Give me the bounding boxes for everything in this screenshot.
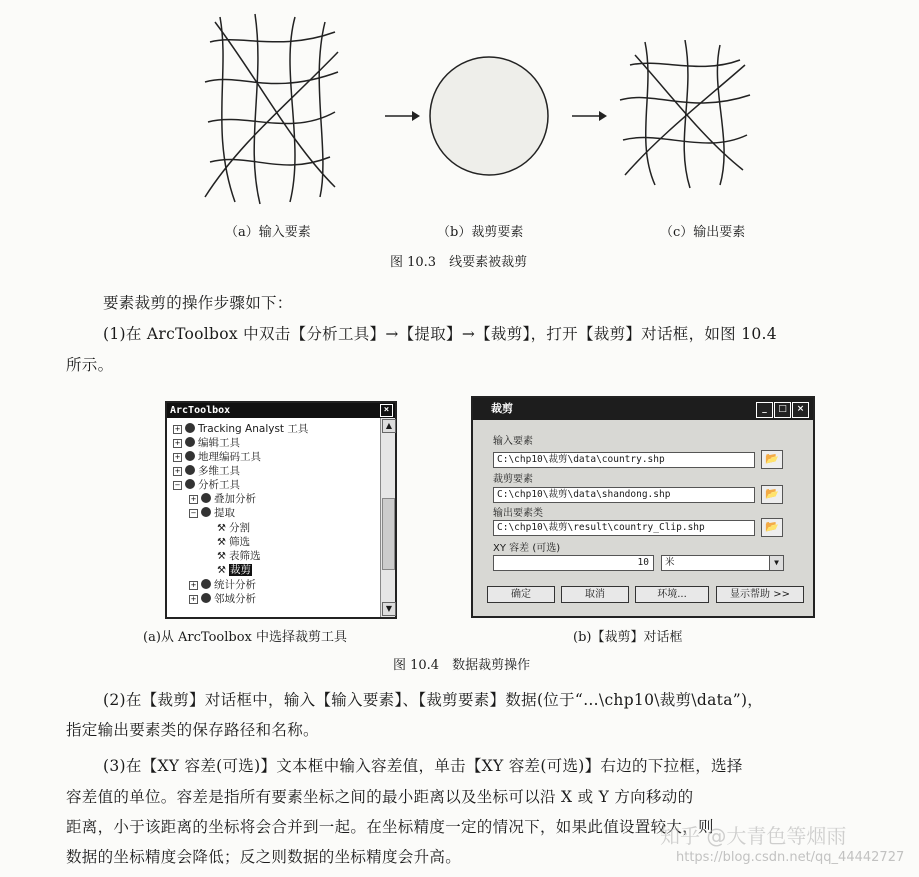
cancel-button[interactable]: 取消	[561, 586, 629, 603]
minimize-icon[interactable]: _	[756, 402, 773, 418]
figure-caption: 图 10.4 数据裁剪操作	[393, 658, 531, 673]
paragraph-step1-cont: 所示。	[66, 356, 114, 374]
output-feature-class-field[interactable]: C:\chp10\裁剪\result\country_Clip.shp	[493, 520, 755, 536]
expand-icon[interactable]: +	[174, 453, 181, 461]
maximize-icon[interactable]: □	[774, 402, 791, 418]
paragraph-step3-cont: 距离，小于该距离的坐标将会合并到一起。在坐标精度一定的情况下，如果此值设置较大，则	[66, 818, 714, 836]
input-features-label: 输入要素	[493, 436, 533, 447]
clip-features-field[interactable]: C:\chp10\裁剪\data\shandong.shp	[493, 487, 755, 503]
toolbox-icon	[185, 465, 195, 475]
unit-select[interactable]: 米 ▼	[661, 555, 784, 571]
clip-dialog	[471, 396, 815, 618]
environments-button[interactable]: 环境...	[635, 586, 709, 603]
collapse-icon[interactable]: −	[190, 509, 197, 517]
tree-item-proximity[interactable]: + 邻域分析	[190, 593, 256, 605]
toolset-icon	[201, 593, 211, 603]
subcaption-b: （b）裁剪要素	[437, 225, 524, 240]
clip-dialog-title: 裁剪	[491, 402, 513, 415]
toolset-icon	[201, 579, 211, 589]
expand-icon[interactable]: +	[174, 439, 181, 447]
show-help-button[interactable]: 显示帮助 >>	[716, 586, 804, 603]
arrow-right-icon	[572, 110, 607, 122]
subcaption-a: （a）输入要素	[225, 225, 311, 240]
folder-open-icon[interactable]: 📂	[761, 450, 783, 469]
input-features-field[interactable]: C:\chp10\裁剪\data\country.shp	[493, 452, 755, 468]
save-folder-icon[interactable]: 📂	[761, 518, 783, 537]
folder-open-icon[interactable]: 📂	[761, 485, 783, 504]
clip-dialog-titlebar	[473, 398, 813, 420]
arctoolbox-window	[165, 401, 397, 619]
tree-item-overlay[interactable]: + 叠加分析	[190, 493, 256, 505]
expand-icon[interactable]: +	[190, 595, 197, 603]
figure-caption: 图 10.3 线要素被裁剪	[390, 255, 528, 270]
toolset-icon	[201, 507, 211, 517]
paragraph-step3-cont: 数据的坐标精度会降低；反之则数据的坐标精度会升高。	[66, 848, 462, 866]
hammer-icon: ⚒	[217, 523, 226, 534]
toolbox-icon	[185, 423, 195, 433]
tree-item-split[interactable]: ⚒ 分割	[217, 522, 250, 534]
tree-item-multidimension[interactable]: + 多维工具	[174, 465, 240, 477]
tree-item-statistics[interactable]: + 统计分析	[190, 579, 256, 591]
tree-item-tracking-analyst[interactable]: + Tracking Analyst 工具	[174, 423, 309, 435]
scroll-up-icon[interactable]: ▲	[382, 419, 396, 433]
paragraph-step3-cont: 容差值的单位。容差是指所有要素坐标之间的最小距离以及坐标可以沿 X 或 Y 方向移动的	[66, 788, 694, 806]
tree-item-clip[interactable]: ⚒ 裁剪	[217, 564, 251, 576]
vertical-scrollbar[interactable]	[380, 418, 395, 617]
scroll-down-icon[interactable]: ▼	[382, 602, 396, 616]
collapse-icon[interactable]: −	[174, 481, 181, 489]
toolbox-icon	[185, 437, 195, 447]
toolset-icon	[201, 493, 211, 503]
paragraph-step1: (1)在 ArcToolbox 中双击【分析工具】→【提取】→【裁剪】，打开【裁剪】对话框，如图 10.4	[103, 325, 777, 343]
expand-icon[interactable]: +	[190, 495, 197, 503]
tree-item-extract[interactable]: − 提取	[190, 507, 235, 519]
toolbox-icon	[185, 479, 195, 489]
tree-item-analysis[interactable]: − 分析工具	[174, 479, 240, 491]
paragraph-intro: 要素裁剪的操作步骤如下：	[103, 294, 293, 312]
paragraph-step2: (2)在【裁剪】对话框中，输入【输入要素】、【裁剪要素】数据(位于“…\chp10\裁剪\data”)，	[103, 691, 764, 709]
output-lines-figure	[615, 40, 755, 190]
ok-button[interactable]: 确定	[487, 586, 555, 603]
tree-item-geocoding[interactable]: + 地理编码工具	[174, 451, 261, 463]
watermark-url: https://blog.csdn.net/qq_44442727	[676, 850, 905, 865]
clip-features-label: 裁剪要素	[493, 474, 533, 485]
hammer-icon: ⚒	[217, 565, 226, 576]
output-feature-class-label: 输出要素类	[493, 508, 543, 519]
tree-item-editing[interactable]: + 编辑工具	[174, 437, 240, 449]
hammer-icon: ⚒	[217, 551, 226, 562]
subcaption-a: (a)从 ArcToolbox 中选择裁剪工具	[143, 630, 347, 645]
chevron-down-icon[interactable]: ▼	[769, 556, 783, 570]
paragraph-step3: (3)在【XY 容差(可选)】文本框中输入容差值，单击【XY 容差(可选)】右边的下拉框，选择	[103, 757, 743, 775]
xy-tolerance-label: XY 容差 (可选)	[493, 543, 561, 554]
clip-circle-figure	[428, 55, 550, 177]
watermark: 知乎 @大青色等烟雨	[660, 824, 847, 848]
arctoolbox-titlebar	[167, 403, 395, 418]
close-icon[interactable]: ×	[380, 404, 393, 417]
subcaption-b: (b)【裁剪】对话框	[573, 630, 683, 645]
arctoolbox-title: ArcToolbox	[170, 405, 231, 416]
hammer-icon: ⚒	[217, 537, 226, 548]
xy-tolerance-input[interactable]: 10	[493, 555, 654, 571]
input-lines-figure	[200, 12, 340, 207]
subcaption-c: （c）输出要素	[660, 225, 746, 240]
tree-item-select[interactable]: ⚒ 筛选	[217, 536, 250, 548]
paragraph-step2-cont: 指定输出要素类的保存路径和名称。	[66, 721, 319, 739]
close-icon[interactable]: ×	[792, 402, 809, 418]
expand-icon[interactable]: +	[174, 425, 181, 433]
scroll-thumb[interactable]	[382, 498, 395, 570]
expand-icon[interactable]: +	[190, 581, 197, 589]
arrow-right-icon	[385, 110, 420, 122]
expand-icon[interactable]: +	[174, 467, 181, 475]
tree-item-table-select[interactable]: ⚒ 表筛选	[217, 550, 261, 562]
toolbox-icon	[185, 451, 195, 461]
